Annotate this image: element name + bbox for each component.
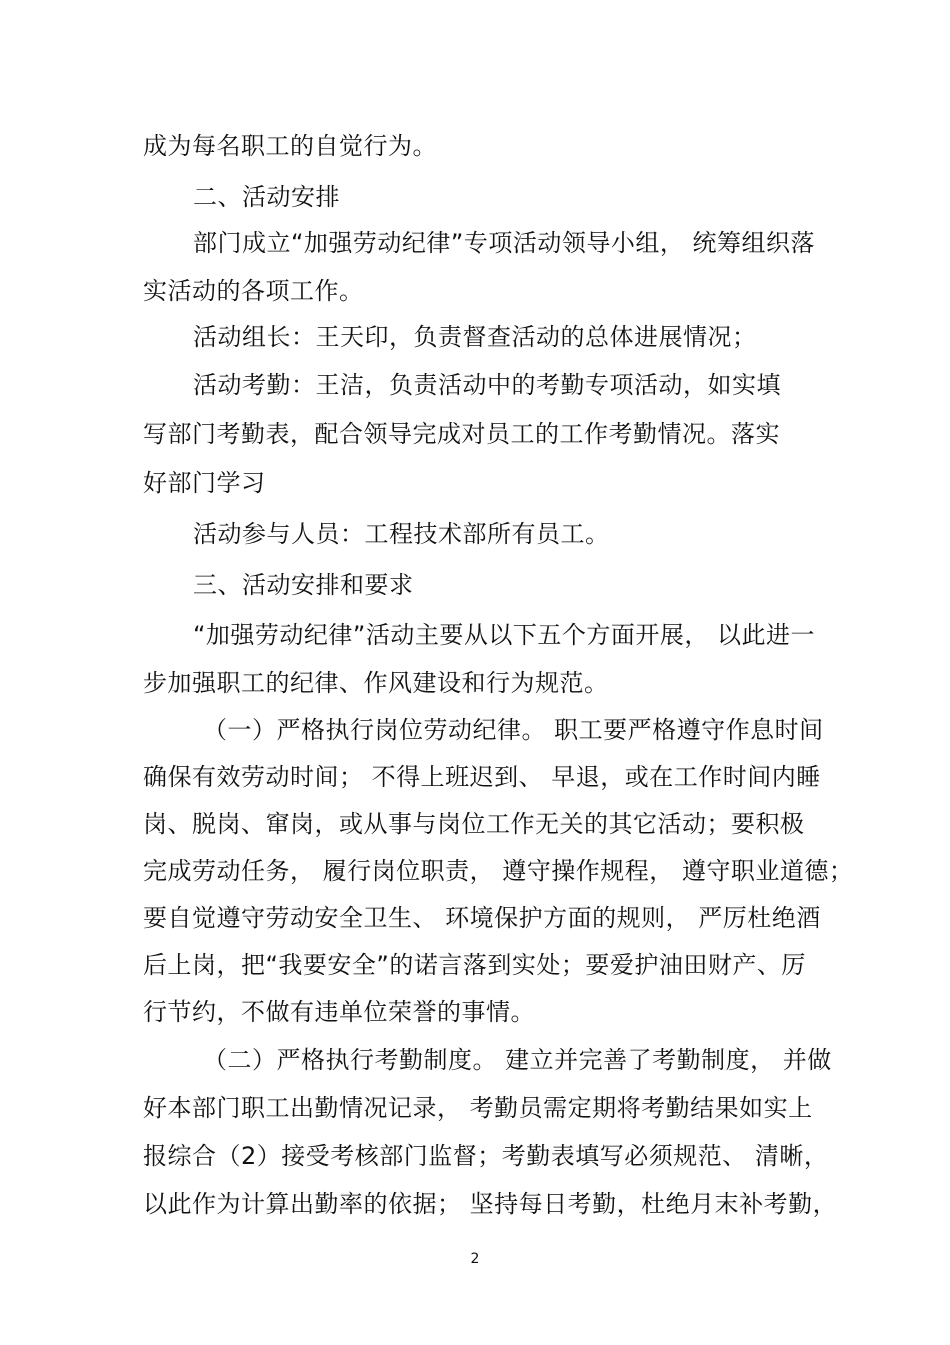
body-line-4: 实活动的各项工作。 <box>143 277 364 305</box>
body-line-6: 活动考勤：王洁，负责活动中的考勤专项活动，如实填 <box>193 371 781 399</box>
body-line-22: 报综合（2）接受考核部门监督；考勤表填写必须规范、 清晰， <box>143 1142 829 1170</box>
body-line-14: 确保有效劳动时间； 不得上班迟到、 早退，或在工作时间内睡 <box>143 763 821 791</box>
body-line-16: 完成劳动任务， 履行岗位职责， 遵守操作规程， 遵守职业道德； <box>143 857 854 885</box>
body-line-23: 以此作为计算出勤率的依据； 坚持每日考勤，杜绝月末补考勤， <box>143 1190 838 1218</box>
body-line-8: 好部门学习 <box>143 469 266 497</box>
body-line-19: 行节约，不做有违单位荣誉的事情。 <box>143 998 535 1026</box>
body-line-12: 步加强职工的纪律、作风建设和行为规范。 <box>143 669 609 697</box>
body-line-7: 写部门考勤表，配合领导完成对员工的工作考勤情况。落实 <box>143 420 780 448</box>
section-heading-3: 三、活动安排和要求 <box>193 571 414 599</box>
body-line-20: （二）严格执行考勤制度。 建立并完善了考勤制度， 并做 <box>203 1046 832 1074</box>
body-line-1: 成为每名职工的自觉行为。 <box>143 132 437 160</box>
body-line-5: 活动组长：王天印，负责督查活动的总体进展情况； <box>193 323 757 351</box>
body-line-13: （一）严格执行岗位劳动纪律。 职工要严格遵守作息时间 <box>203 716 824 744</box>
body-line-9: 活动参与人员：工程技术部所有员工。 <box>193 520 610 548</box>
body-line-21: 好本部门职工出勤情况记录， 考勤员需定期将考勤结果如实上 <box>143 1094 813 1122</box>
section-heading-2: 二、活动安排 <box>193 183 340 211</box>
body-line-17: 要自觉遵守劳动安全卫生、 环境保护方面的规则， 严厉杜绝酒 <box>143 904 821 932</box>
body-line-3: 部门成立“加强劳动纪律”专项活动领导小组， 统筹组织落 <box>193 229 815 257</box>
body-line-15: 岗、脱岗、窜岗，或从事与岗位工作无关的其它活动；要积极 <box>143 810 805 838</box>
body-line-11: “加强劳动纪律”活动主要从以下五个方面开展， 以此进一 <box>193 621 815 649</box>
body-line-18: 后上岗，把“我要安全”的诺言落到实处；要爱护油田财产、厉 <box>143 951 806 979</box>
page-number: 2 <box>470 1251 480 1267</box>
